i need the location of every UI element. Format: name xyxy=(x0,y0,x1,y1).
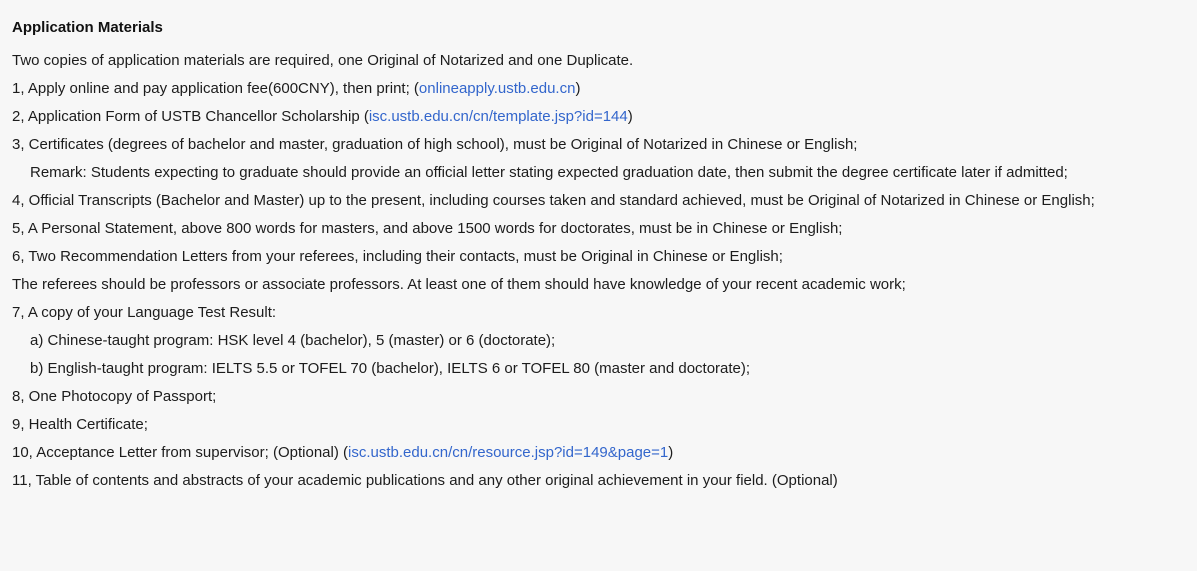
item-11-optional-label: Optional xyxy=(776,471,833,489)
list-item-1 xyxy=(12,75,1185,103)
list-item-4: 4, Official Transcripts (Bachelor and Master) up to the present, including courses taken and standard achieved, must be Original of Notarized in Chinese or English; xyxy=(12,191,1095,209)
list-item-2 xyxy=(12,103,1185,131)
list-item-6: 6, Two Recommendation Letters from your referees, including their contacts, must be Original in Chinese or English; xyxy=(12,247,783,265)
list-item-5: 5, A Personal Statement, above 800 words for masters, and above 1500 words for doctorates, must be in Chinese or English; xyxy=(12,219,843,237)
list-item-3-remark: Remark: Students expecting to graduate should provide an official letter stating expected graduation date, then submit the degree certificate later if admitted; xyxy=(30,163,1068,181)
list-item-7b: b) English-taught program: IELTS 5.5 or TOFEL 70 (bachelor), IELTS 6 or TOFEL 80 (master and doctorate); xyxy=(30,359,751,377)
list-item-6-note: The referees should be professors or associate professors. At least one of them should have knowledge of your recent academic work; xyxy=(12,275,906,293)
list-item-11 xyxy=(12,467,1185,495)
list-item-7a: a) Chinese-taught program: HSK level 4 (bachelor), 5 (master) or 6 (doctorate); xyxy=(30,331,556,349)
application-form-link[interactable]: isc.ustb.edu.cn/cn/template.jsp?id=144 xyxy=(368,107,628,125)
list-item-3: 3, Certificates (degrees of bachelor and master, graduation of high school), must be Original of Notarized in Chinese or English; xyxy=(12,135,858,153)
item-10-mid-paren: ) ( xyxy=(333,443,349,461)
list-item-7: 7, A copy of your Language Test Result: xyxy=(12,303,277,321)
list-item-10 xyxy=(12,439,1185,467)
item-10-close-paren: ) xyxy=(668,443,674,461)
item-2-text: 2, Application Form of USTB Chancellor Scholarship ( xyxy=(12,107,369,125)
item-10-optional-label: Optional xyxy=(277,443,334,461)
item-10-text: 10, Acceptance Letter from supervisor; ( xyxy=(12,443,278,461)
item-1-close-paren: ) xyxy=(575,79,581,97)
item-11-text: 11, Table of contents and abstracts of your academic publications and any other original achievement in your field. ( xyxy=(12,471,777,489)
item-11-close-paren: ) xyxy=(832,471,838,489)
page-title: Application Materials xyxy=(12,19,163,36)
intro-text: Two copies of application materials are required, one Original of Notarized and one Duplicate. xyxy=(12,51,634,69)
item-1-text: 1, Apply online and pay application fee(600CNY), then print; ( xyxy=(12,79,419,97)
onlineapply-link[interactable]: onlineapply.ustb.edu.cn xyxy=(418,79,576,97)
list-item-8: 8, One Photocopy of Passport; xyxy=(12,387,217,405)
item-2-close-paren: ) xyxy=(627,107,633,125)
acceptance-letter-link[interactable]: isc.ustb.edu.cn/cn/resource.jsp?id=149&page=1 xyxy=(348,443,669,461)
list-item-9: 9, Health Certificate; xyxy=(12,415,148,433)
